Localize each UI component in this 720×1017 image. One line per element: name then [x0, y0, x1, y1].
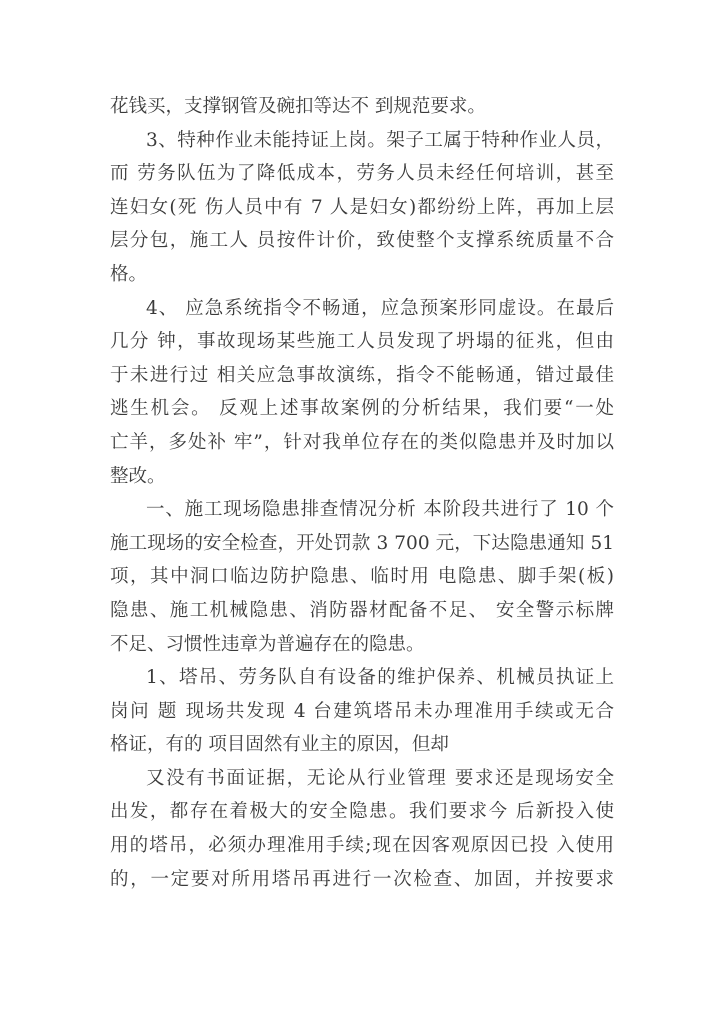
text-line: 而 劳务队伍为了降低成本，劳务人员未经任何培训，甚至: [110, 163, 614, 185]
text-line: 亡羊，多处补 牢”，针对我单位存在的类似隐患并及时加以: [110, 431, 614, 453]
text-line: 层分包，施工人 员按件计价，致使整个支撑系统质量不合: [110, 230, 614, 252]
text-line: 于未进行过 相关应急事故演练，指令不能畅通，错过最佳: [110, 364, 614, 386]
text-line: 几分 钟，事故现场某些施工人员发现了坍塌的征兆，但由: [110, 331, 614, 353]
text-line: 整改。: [110, 465, 166, 487]
text-line: 出发，都存在着极大的安全隐患。我们要求今 后新投入使: [110, 801, 614, 823]
text-line: 用的塔吊，必须办理准用手续;现在因客观原因已投 入使用: [110, 835, 614, 857]
text-line: 格。: [110, 263, 148, 285]
text-line: 又没有书面证据，无论从行业管理 要求还是现场安全: [146, 767, 614, 789]
text-line: 连妇女(死 伤人员中有 7 人是妇女)都纷纷上阵，再加上层: [110, 196, 614, 218]
text-line: 岗问 题 现场共发现 4 台建筑塔吊未办理准用手续或无合: [110, 700, 614, 722]
document-page: [110, 90, 614, 896]
text-line: 施工现场的安全检查，开处罚款 3 700 元，下达隐患通知 51: [110, 532, 614, 554]
text-line: 3、特种作业未能持证上岗。架子工属于特种作业人员，: [146, 129, 614, 151]
text-line: 4、 应急系统指令不畅通，应急预案形同虚设。在最后: [146, 297, 614, 319]
text-line: 的，一定要对所用塔吊再进行一次检查、加固，并按要求: [110, 868, 614, 890]
text-line: 1、塔吊、劳务队自有设备的维护保养、机械员执证上: [146, 667, 614, 689]
text-line: 格证，有的 项目固然有业主的原因，但却: [110, 734, 449, 756]
text-line: 逃生机会。 反观上述事故案例的分析结果，我们要“一处: [110, 398, 614, 420]
text-line: 一、施工现场隐患排查情况分析 本阶段共进行了 10 个: [146, 499, 614, 521]
text-line: 项，其中洞口临边防护隐患、临时用 电隐患、脚手架(板): [110, 566, 614, 588]
text-line: 花钱买，支撑钢管及碗扣等达不 到规范要求。: [110, 96, 486, 117]
text-line: 不足、习惯性违章为普遍存在的隐患。: [110, 633, 425, 655]
text-line: 隐患、施工机械隐患、消防器材配备不足、 安全警示标牌: [110, 599, 614, 621]
